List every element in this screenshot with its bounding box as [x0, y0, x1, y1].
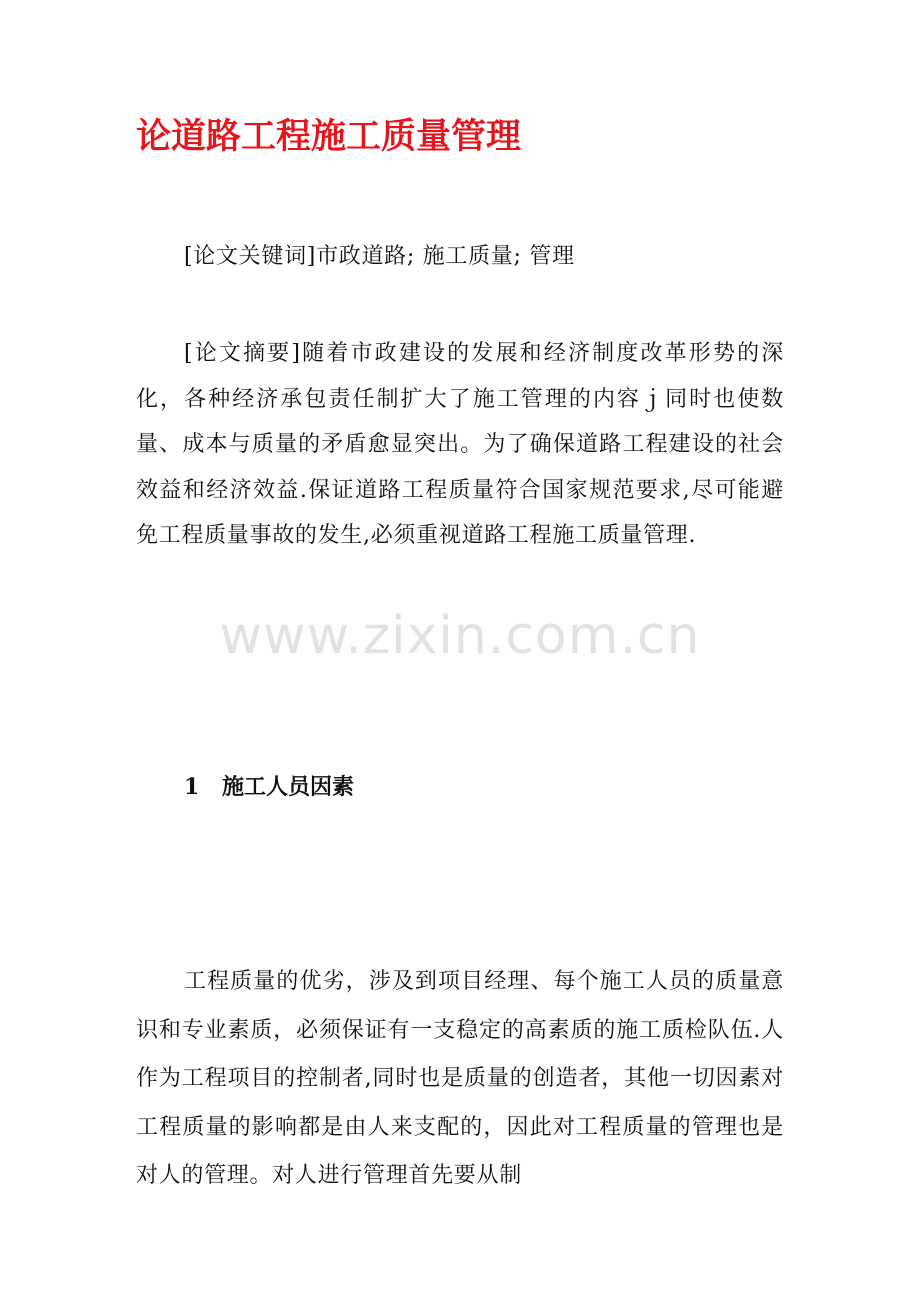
keywords-paragraph: [论文关键词]市政道路; 施工质量; 管理 — [184, 244, 575, 269]
document-title: 论道路工程施工质量管理 — [136, 117, 522, 157]
abstract-paragraph: [论文摘要]随着市政建设的发展和经济制度改革形势的深化，各种经济承包责任制扩大了施工管理的内容ｊ同时也使数量、成本与质量的矛盾愈显突出。为了确保道路工程建设的社会效益和经济效益.保证道路工程质量符合国家规范要求,尽可能避免工程质量事故的发生,必须重视道路工程施工质量管理. — [136, 341, 784, 548]
section-heading-text: 施工人员因素 — [222, 774, 355, 800]
section-heading — [184, 765, 354, 810]
watermark-text: www.zixin.com.cn — [219, 606, 701, 666]
section-paragraph: 工程质量的优劣，涉及到项目经理、每个施工人员的质量意识和专业素质，必须保证有一支稳定的高素质的施工质检队伍.人作为工程项目的控制者,同时也是质量的创造者，其他一切因素对工程质量的影响都是由人来支配的，因此对工程质量的管理也是对人的管理。对人进行管理首先要从制 — [136, 969, 784, 1188]
section-number: 1 — [184, 774, 200, 800]
